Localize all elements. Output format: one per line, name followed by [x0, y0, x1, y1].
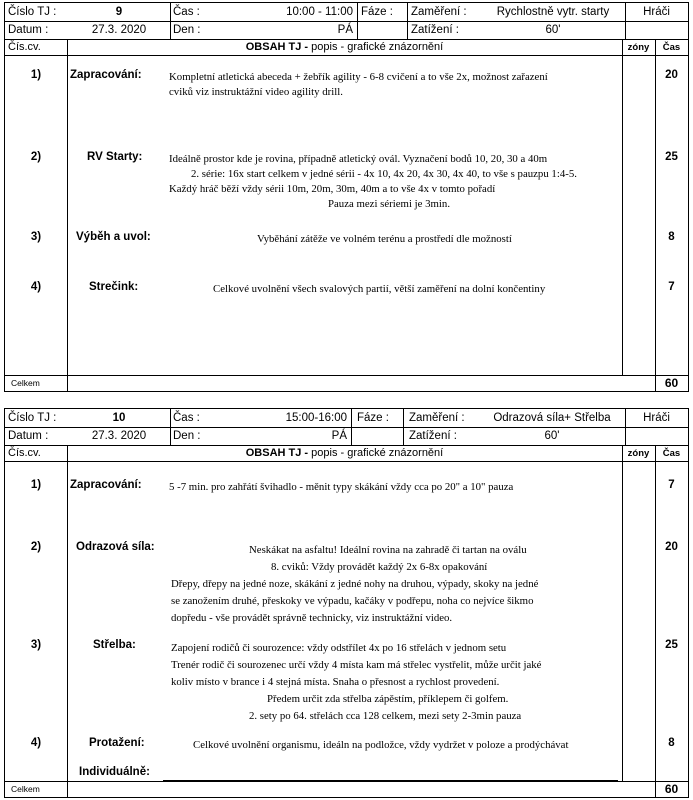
content-heading-rest: popis - grafické znázornění	[311, 447, 444, 459]
training-card-9	[4, 2, 689, 392]
content-heading	[67, 39, 622, 55]
header-row-1	[5, 409, 688, 428]
label-datum: Datum :	[8, 430, 49, 442]
label-cas-col: Čas	[662, 41, 681, 53]
label-datum: Datum :	[8, 24, 49, 36]
exercise-duration: 8	[668, 737, 675, 749]
exercise-name: Odrazová síla:	[76, 541, 155, 553]
exercise-number: 2)	[30, 541, 42, 553]
total-row	[5, 375, 688, 391]
header-row-2	[5, 21, 688, 40]
exercise-duration: 7	[668, 281, 675, 293]
exercise-description: Ideálně prostor kde je rovina, případně atletický ovál. Vyznačení bodů 10, 20, 30 a 40m 2. série: 16x start celkem v jedné sérii - 4x 10, 4x 20, 4x 30, 4x 40, to vše s pauzpu 1:4-5. Každý hráč běží vždy sérii 10m, 20m, 30m, 40m a to vše 4x v tomto pořadí Pauza mezi sériemi je 3min.	[169, 153, 577, 210]
label-hraci: Hráči	[643, 6, 670, 18]
exercise-description: Zapojení rodičů či sourozence: vždy odstřílet 4x po 16 střelách v jednom setu Trenér rodič či sourozenec určí vždy 4 místa kam má střelec vystřelit, může určit jaké koliv místo v brance i 4 stejná místa. Snaha o přesnost a rychlost provedení. Předem určit zda střelba zápěstím, příklepem či golfem. 2. sety po 64. střelách cca 128 celkem, mezi sety 2-3min pauza	[171, 642, 542, 722]
label-zamereni: Zaměření :	[411, 6, 467, 18]
label-den: Den :	[173, 430, 201, 442]
label-cislo-tj: Číslo TJ :	[8, 412, 57, 424]
exercise-description: Kompletní atletická abeceda + žebřík agility - 6-8 cvičení a to vše 2x, možnost zařazení cviků viz instruktážní video agility drill.	[169, 71, 548, 98]
column-header-row	[5, 39, 688, 56]
label-hraci: Hráči	[643, 412, 670, 424]
exercise-duration: 25	[665, 151, 678, 163]
label-celkem: Celkem	[11, 784, 40, 794]
exercise-duration: 8	[668, 231, 675, 243]
content-heading	[67, 445, 622, 461]
total-row	[5, 781, 688, 797]
session-focus: Rychlostně vytr. starty	[496, 6, 610, 18]
label-zony: zóny	[627, 447, 650, 459]
exercise-description: Celkové uvolnění všech svalových partií, větší zaměření na dolní končentiny	[213, 283, 546, 295]
content-heading-bold: OBSAH TJ -	[245, 447, 309, 459]
label-celkem: Celkem	[11, 378, 40, 388]
session-time: 10:00 - 11:00	[286, 6, 353, 18]
exercise-description: Celkové uvolnění organismu, ideáln na podložce, vždy vydržet v poloze a prodýchávat	[193, 739, 569, 751]
exercise-name: Zapracování:	[70, 479, 142, 491]
label-zatizeni: Zatížení :	[409, 430, 457, 442]
exercise-number: 4)	[30, 737, 42, 749]
exercise-name: RV Starty:	[87, 151, 143, 163]
exercise-name: Výběh a uvol:	[76, 231, 151, 243]
label-zamereni: Zaměření :	[409, 412, 465, 424]
session-day: PÁ	[337, 24, 353, 36]
header-row-2	[5, 427, 688, 446]
session-date: 27.3. 2020	[91, 430, 147, 442]
label-cas: Čas :	[173, 6, 200, 18]
label-den: Den :	[173, 24, 201, 36]
training-card-10	[4, 408, 689, 798]
label-faze: Fáze :	[357, 412, 389, 424]
label-zony: zóny	[627, 41, 650, 53]
session-number: 9	[115, 6, 123, 18]
exercise-number: 3)	[30, 231, 42, 243]
session-number: 10	[112, 412, 126, 424]
content-heading-bold: OBSAH TJ -	[245, 41, 309, 53]
exercise-description: Vyběhání zátěže ve volném terénu a prostředí dle možností	[257, 233, 512, 245]
column-header-row	[5, 445, 688, 462]
header-row-1	[5, 3, 688, 22]
exercise-number: 1)	[30, 479, 42, 491]
exercise-description: Neskákat na asfaltu! Ideální rovina na zahradě či tartan na oválu 8. cviků: Vždy provádět každý 2x 6-8x opakování Dřepy, dřepy na jedné noze, skákání z jedné nohy na druhou, výpady, skoky na jedné se zanožením druhé, přeskoky ve výpadu, kačáky v podřepu, noha co nejvíce šikmo dopředu - vše provádět správně technicky, viz instruktážní video.	[171, 544, 539, 624]
session-load: 60'	[545, 24, 561, 36]
exercise-description: 5 -7 min. pro zahřátí švihadlo - měnit typy skákání vždy cca po 20" a 10" pauza	[169, 481, 514, 493]
session-focus: Odrazová síla+ Střelba	[493, 412, 611, 424]
session-day: PÁ	[331, 430, 347, 442]
exercise-name: Zapracování:	[70, 69, 142, 81]
exercise-number: 2)	[30, 151, 42, 163]
exercise-name: Strečink:	[89, 281, 139, 293]
exercise-name: Střelba:	[93, 639, 136, 651]
exercise-number: 4)	[30, 281, 42, 293]
label-zatizeni: Zatížení :	[411, 24, 459, 36]
content-heading-rest: popis - grafické znázornění	[311, 41, 444, 53]
label-cis-cv: Čís.cv.	[8, 41, 41, 53]
total-duration: 60	[664, 376, 679, 390]
label-cas-col: Čas	[662, 447, 681, 459]
label-faze: Fáze :	[361, 6, 393, 18]
session-time: 15:00-16:00	[285, 412, 347, 424]
exercise-duration: 20	[665, 69, 678, 81]
session-load: 60'	[544, 430, 560, 442]
session-date: 27.3. 2020	[91, 24, 147, 36]
exercise-number: 1)	[30, 69, 42, 81]
exercise-duration: 20	[665, 541, 678, 553]
exercise-duration: 25	[665, 639, 678, 651]
exercise-name: Individuálně:	[79, 766, 150, 778]
label-cas: Čas :	[173, 412, 200, 424]
label-cis-cv: Čís.cv.	[8, 447, 41, 459]
exercise-number: 3)	[30, 639, 42, 651]
label-cislo-tj: Číslo TJ :	[8, 6, 57, 18]
total-duration: 60	[664, 782, 679, 796]
exercise-name: Protažení:	[89, 737, 145, 749]
exercise-duration: 7	[668, 479, 675, 491]
